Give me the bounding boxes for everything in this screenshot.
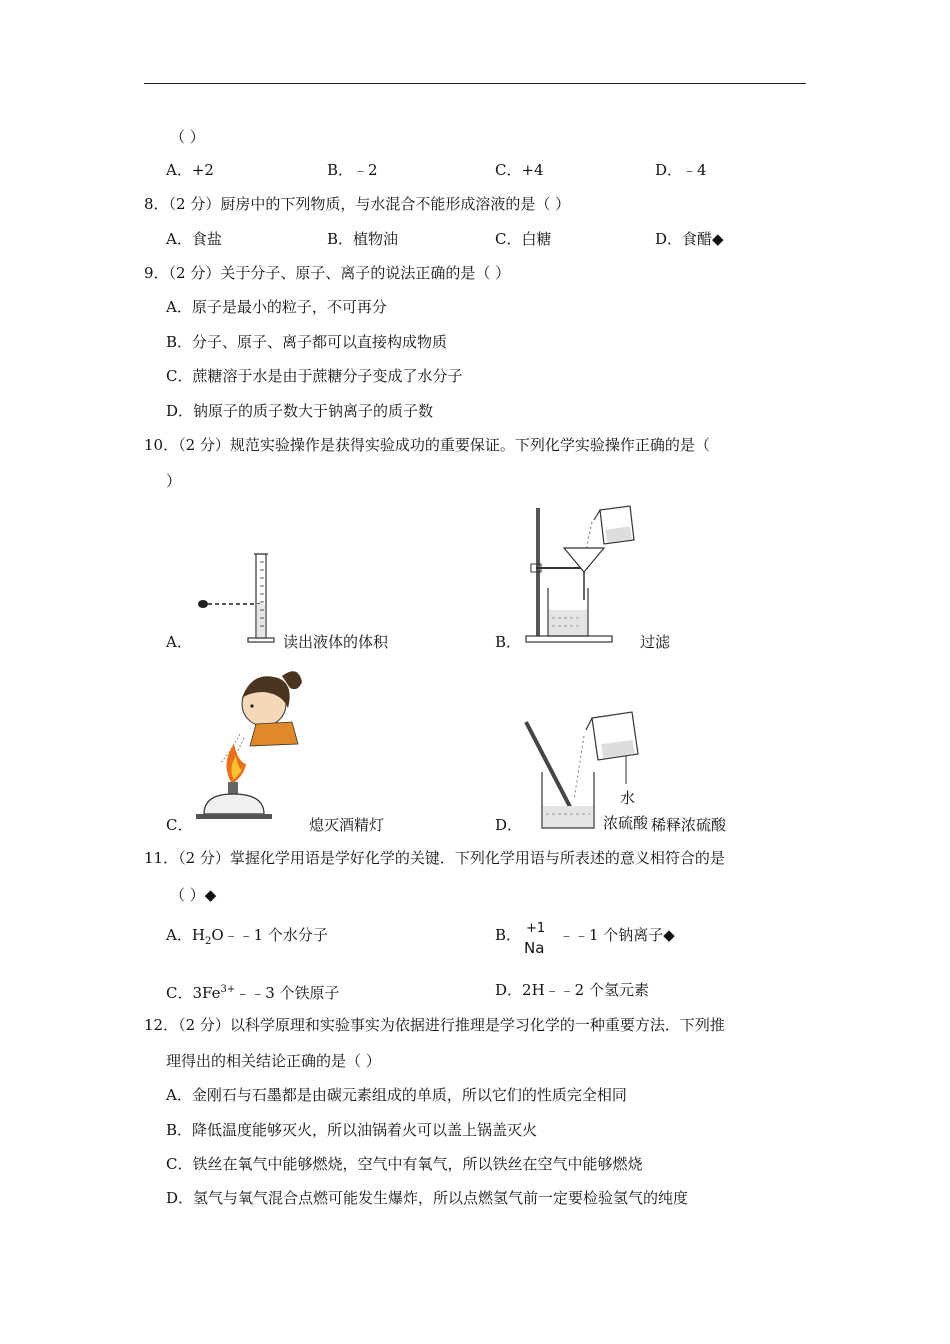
q7-answer-blank: （ ） (170, 128, 205, 146)
q7-option-b: B．﹣2 (327, 161, 378, 179)
q11-d-meaning: ﹣﹣2 个氢元素 (544, 981, 649, 999)
q10-option-a-caption: 读出液体的体积 (283, 633, 389, 651)
q11-c-meaning: ﹣﹣3 个铁原子 (235, 984, 340, 1002)
q10-option-d-caption: 稀释浓硫酸 (651, 816, 727, 834)
q11-b-letter: B． (495, 926, 522, 944)
q9-option-b: B．分子、原子、离子都可以直接构成物质 (166, 333, 448, 351)
q11-a-letter: A． (166, 926, 192, 944)
q12-option-c: C．铁丝在氧气中能够燃烧，空气中有氧气，所以铁丝在空气中能够燃烧 (166, 1155, 643, 1173)
q11-stem-line1: 11．（2 分）掌握化学用语是学好化学的关键．下列化学用语与所表述的意义相符合的是 (144, 849, 725, 867)
q9-stem: 9．（2 分）关于分子、原子、离子的说法正确的是（ ） (144, 264, 511, 282)
q11-option-a (166, 925, 328, 952)
q11-a-formula-rest: O (211, 926, 224, 944)
q8-option-c: C．白糖 (495, 230, 552, 248)
q12-option-d: D．氢气与氧气混合点燃可能发生爆炸，所以点燃氢气前一定要检验氢气的纯度 (166, 1189, 689, 1207)
q12-option-b: B．降低温度能够灭火，所以油锅着火可以盖上锅盖灭火 (166, 1121, 538, 1139)
q12-option-a: A．金刚石与石墨都是由碳元素组成的单质，所以它们的性质完全相同 (166, 1086, 627, 1104)
figure-graduated-cylinder (190, 548, 280, 648)
q11-d-letter: D． (495, 981, 523, 999)
figure-alcohol-lamp (194, 664, 312, 829)
q12-stem-line2: 理得出的相关结论正确的是（ ） (166, 1052, 381, 1070)
q10-option-c-caption: 熄灭酒精灯 (309, 816, 385, 834)
q12-stem-line1: 12．（2 分）以科学原理和实验事实为依据进行推理是学习化学的一种重要方法．下列推 (144, 1016, 725, 1034)
q11-b-meaning: ﹣﹣1 个钠离子◆ (559, 926, 675, 944)
figure-d-acid-label: 浓硫酸 (603, 814, 649, 832)
figure-filtration-setup (522, 500, 642, 645)
q10-stem-line1: 10．（2 分）规范实验操作是获得实验成功的重要保证。下列化学实验操作正确的是（ (144, 436, 710, 454)
q11-a-formula: H (191, 926, 205, 944)
q8-option-b: B．植物油 (327, 230, 399, 248)
q10-option-b-letter: B． (495, 633, 522, 651)
q10-option-b-caption: 过滤 (640, 633, 671, 651)
q10-option-c-letter: C． (166, 816, 193, 834)
q11-a-meaning: ﹣﹣1 个水分子 (223, 926, 328, 944)
header-rule (144, 83, 806, 84)
q10-stem-line2: ） (166, 472, 182, 490)
q7-option-d: D．﹣4 (655, 161, 707, 179)
q11-option-d (495, 980, 649, 1000)
q10-option-a-letter: A． (166, 633, 192, 651)
q9-option-d: D．钠原子的质子数大于钠离子的质子数 (166, 402, 434, 420)
q11-a-subscript: 2 (204, 936, 212, 947)
q11-c-superscript: 3+ (220, 984, 236, 995)
q11-d-formula: 2H (522, 981, 545, 999)
q11-c-letter: C． (166, 984, 193, 1002)
figure-d-water-label: 水 (620, 789, 636, 807)
q10-option-d-letter: D． (495, 816, 523, 834)
q11-option-c (166, 980, 340, 1003)
q7-option-c: C．+4 (495, 161, 544, 179)
q8-option-a: A．食盐 (166, 230, 222, 248)
q11-b-charge: +1 (526, 921, 546, 936)
q11-stem-line2: （ ）◆ (170, 886, 217, 904)
q8-option-d: D．食醋◆ (655, 230, 724, 248)
q9-option-a: A．原子是最小的粒子，不可再分 (166, 298, 387, 316)
q11-c-formula: 3Fe (192, 984, 221, 1002)
q8-stem: 8．（2 分）厨房中的下列物质，与水混合不能形成溶液的是（ ） (144, 195, 571, 213)
q7-option-a: A．+2 (166, 161, 214, 179)
q9-option-c: C．蔗糖溶于水是由于蔗糖分子变成了水分子 (166, 367, 463, 385)
q11-b-symbol: Na (524, 939, 545, 957)
